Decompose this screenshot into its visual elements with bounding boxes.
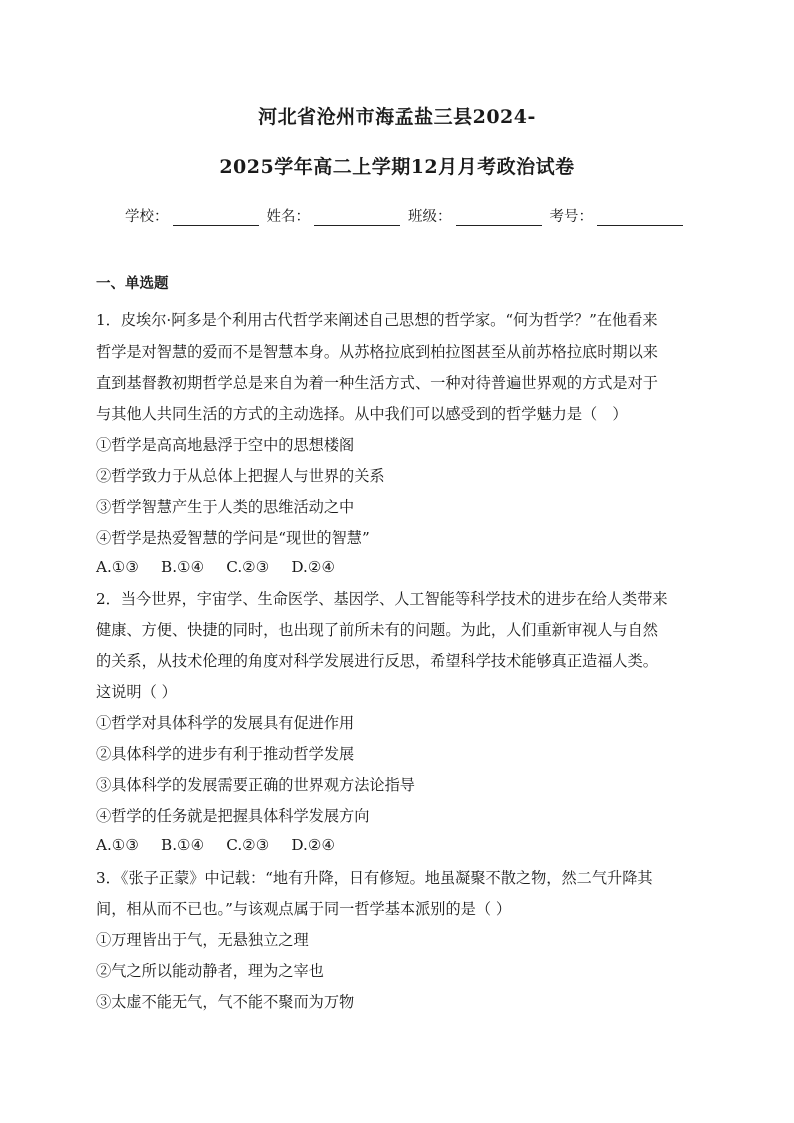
- q1-choice-d[interactable]: D.②④: [291, 558, 336, 576]
- q2-option: ①哲学对具体科学的发展具有促进作用: [96, 714, 355, 732]
- q1-choice-b[interactable]: B.①④: [161, 558, 205, 576]
- exam-title-line1: 河北省沧州市海孟盐三县2024-: [258, 106, 536, 128]
- q2-choices: [96, 836, 357, 854]
- q1-option: ②哲学致力于从总体上把握人与世界的关系: [96, 467, 385, 485]
- q3-option: ①万理皆出于气，无悬独立之理: [96, 931, 309, 949]
- class-label: 班级：: [408, 209, 452, 225]
- q1-option: ④哲学是热爱智慧的学问是“现世的智慧”: [96, 529, 370, 547]
- q1-choice-a[interactable]: A.①③: [96, 558, 140, 576]
- q1-choice-c[interactable]: C.②③: [226, 558, 270, 576]
- q3-option: ③太虚不能无气，气不能不聚而为万物: [96, 993, 355, 1011]
- q3-option: ②气之所以能动静者，理为之宰也: [96, 962, 324, 980]
- q2-stem-line: 2．当今世界，宇宙学、生命医学、基因学、人工智能等科学技术的进步在给人类带来: [96, 590, 668, 608]
- q1-stem-line: 1．皮埃尔·阿多是个利用古代哲学来阐述自己思想的哲学家。“何为哲学？”在他看来: [96, 311, 658, 329]
- q2-stem-line: 这说明（ ）: [96, 683, 177, 701]
- q2-stem-line: 健康、方便、快捷的同时，也出现了前所未有的问题。为此，人们重新审视人与自然: [96, 621, 658, 639]
- q1-stem-line: 哲学是对智慧的爱而不是智慧本身。从苏格拉底到柏拉图甚至从前苏格拉底时期以来: [96, 343, 658, 361]
- q2-option: ③具体科学的发展需要正确的世界观方法论指导: [96, 776, 415, 794]
- q1-option: ③哲学智慧产生于人类的思维活动之中: [96, 498, 355, 516]
- q2-choice-a[interactable]: A.①③: [96, 836, 140, 854]
- name-label: 姓名：: [266, 209, 310, 225]
- section-title: 一、单选题: [96, 276, 169, 292]
- exam-number-blank[interactable]: [597, 211, 683, 226]
- q2-stem-line: 的关系，从技术伦理的角度对科学发展进行反思，希望科学技术能够真正造福人类。: [96, 652, 658, 670]
- q1-option: ①哲学是高高地悬浮于空中的思想楼阁: [96, 436, 355, 454]
- q2-option: ④哲学的任务就是把握具体科学发展方向: [96, 807, 370, 825]
- q1-stem-line: 直到基督教初期哲学总是来自为着一种生活方式、一种对待普遍世界观的方式是对于: [96, 374, 658, 392]
- q1-stem-line: 与其他人共同生活的方式的主动选择。从中我们可以感受到的哲学魅力是（ ）: [96, 405, 628, 423]
- class-blank[interactable]: [456, 211, 542, 226]
- exam-title-line2: 2025学年高二上学期12月月考政治试卷: [219, 156, 575, 178]
- q2-choice-d[interactable]: D.②④: [291, 836, 336, 854]
- q2-option: ②具体科学的进步有利于推动哲学发展: [96, 745, 355, 763]
- student-info-row: [125, 205, 691, 226]
- q2-choice-c[interactable]: C.②③: [226, 836, 270, 854]
- school-blank[interactable]: [173, 211, 259, 226]
- q1-choices: [96, 558, 357, 576]
- q2-choice-b[interactable]: B.①④: [161, 836, 205, 854]
- name-blank[interactable]: [314, 211, 400, 226]
- school-label: 学校：: [125, 209, 169, 225]
- q3-stem-line: 3．《张子正蒙》中记载：“地有升降，日有修短。地虽凝聚不散之物，然二气升降其: [96, 869, 653, 887]
- q3-stem-line: 间，相从而不已也。”与该观点属于同一哲学基本派别的是（ ）: [96, 900, 512, 918]
- exam-number-label: 考号：: [549, 209, 593, 225]
